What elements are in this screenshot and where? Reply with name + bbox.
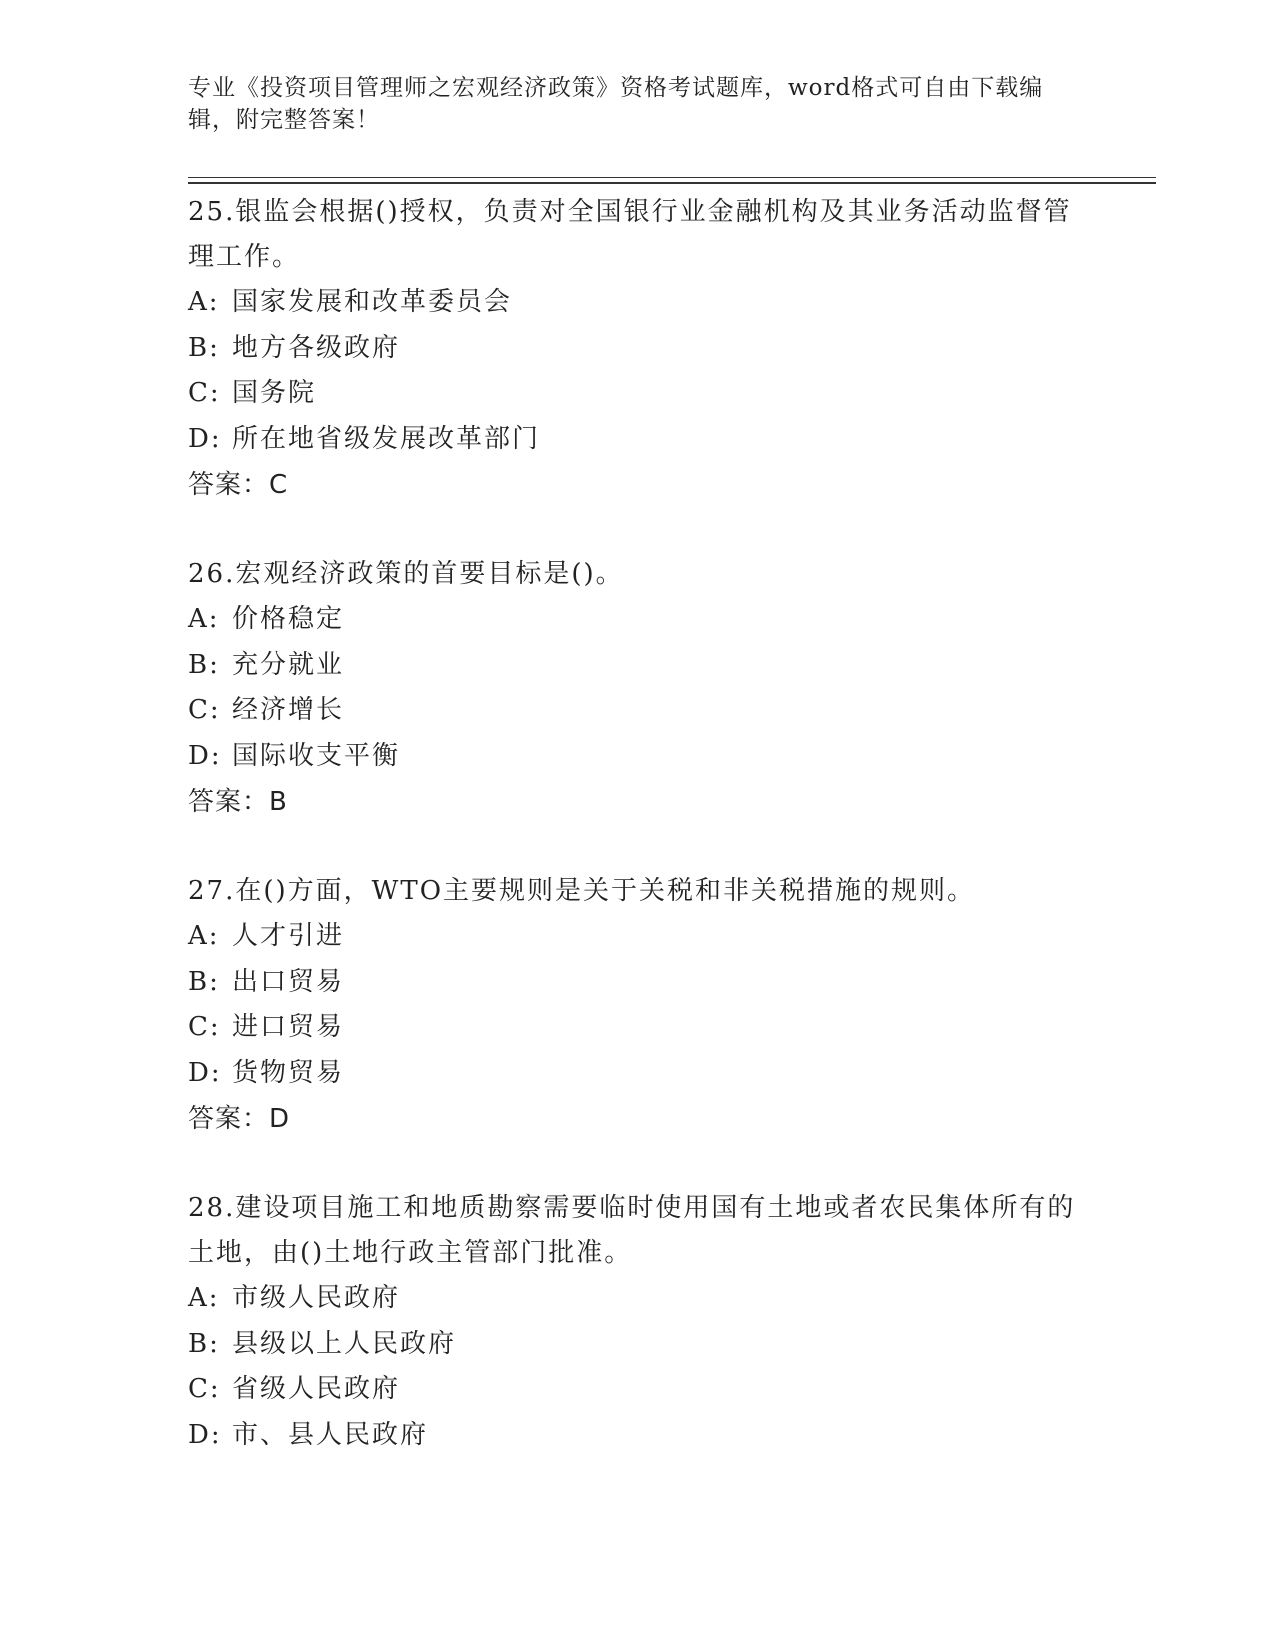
option-text: 货物贸易 bbox=[232, 1057, 345, 1088]
option-key: B: bbox=[188, 649, 220, 680]
option-a bbox=[188, 280, 1088, 326]
option-key: B: bbox=[188, 332, 220, 363]
option-key: C: bbox=[188, 378, 221, 408]
question-text: 26.宏观经济政策的首要目标是()。 bbox=[188, 559, 624, 589]
option-text: 所在地省级发展改革部门 bbox=[232, 423, 541, 454]
option-text: 经济增长 bbox=[232, 695, 345, 725]
option-text: 人才引进 bbox=[232, 921, 345, 951]
option-c bbox=[188, 688, 1088, 734]
option-b bbox=[188, 326, 1088, 372]
option-text: 国际收支平衡 bbox=[232, 740, 401, 771]
option-b bbox=[188, 960, 1088, 1006]
option-key: C: bbox=[188, 695, 221, 725]
question-text: 28.建设项目施工和地质勘察需要临时使用国有土地或者农民集体所有的土地，由()土地行政主管部门批准。 bbox=[188, 1193, 1076, 1268]
option-key: D: bbox=[188, 423, 222, 454]
option-text: 地方各级政府 bbox=[232, 332, 401, 363]
option-text: 国家发展和改革委员会 bbox=[232, 287, 513, 317]
question-text: 25.银监会根据()授权，负责对全国银行业金融机构及其业务活动监督管理工作。 bbox=[188, 197, 1072, 272]
option-b bbox=[188, 1322, 1088, 1368]
header-divider-thin bbox=[188, 177, 1156, 178]
option-text: 进口贸易 bbox=[232, 1012, 345, 1042]
option-a bbox=[188, 1276, 1088, 1322]
option-d bbox=[188, 417, 1088, 463]
option-c bbox=[188, 1367, 1088, 1413]
option-c bbox=[188, 371, 1088, 417]
option-d bbox=[188, 1051, 1088, 1097]
option-text: 充分就业 bbox=[232, 649, 345, 680]
question-26 bbox=[188, 552, 1088, 825]
answer-line: 答案：B bbox=[188, 787, 288, 817]
question-28 bbox=[188, 1186, 1088, 1458]
option-text: 省级人民政府 bbox=[232, 1374, 401, 1404]
option-key: D: bbox=[188, 1057, 222, 1088]
option-key: D: bbox=[188, 740, 222, 771]
option-a bbox=[188, 914, 1088, 960]
answer-line: 答案：D bbox=[188, 1104, 291, 1134]
answer-line: 答案：C bbox=[188, 470, 289, 500]
option-a bbox=[188, 597, 1088, 643]
option-text: 市、县人民政府 bbox=[232, 1419, 429, 1450]
option-c bbox=[188, 1005, 1088, 1051]
option-key: B: bbox=[188, 1328, 220, 1359]
option-text: 县级以上人民政府 bbox=[232, 1328, 457, 1359]
option-key: A: bbox=[188, 604, 220, 634]
option-key: C: bbox=[188, 1374, 221, 1404]
question-text: 27.在()方面，WTO主要规则是关于关税和非关税措施的规则。 bbox=[188, 876, 976, 906]
option-key: A: bbox=[188, 1283, 220, 1313]
option-d bbox=[188, 1413, 1088, 1459]
option-key: A: bbox=[188, 921, 220, 951]
option-d bbox=[188, 734, 1088, 780]
question-27 bbox=[188, 869, 1088, 1142]
header-divider-thick bbox=[188, 182, 1156, 184]
document-header: 专业《投资项目管理师之宏观经济政策》资格考试题库，word格式可自由下载编辑，附完整答案！ bbox=[188, 75, 1044, 133]
question-25 bbox=[188, 190, 1088, 508]
option-text: 国务院 bbox=[232, 378, 317, 408]
option-text: 出口贸易 bbox=[232, 966, 345, 997]
option-text: 市级人民政府 bbox=[232, 1283, 401, 1313]
option-key: A: bbox=[188, 287, 220, 317]
option-key: C: bbox=[188, 1012, 221, 1042]
option-text: 价格稳定 bbox=[232, 604, 345, 634]
option-b bbox=[188, 643, 1088, 689]
option-key: D: bbox=[188, 1419, 222, 1450]
question-list bbox=[188, 190, 1088, 1502]
option-key: B: bbox=[188, 966, 220, 997]
